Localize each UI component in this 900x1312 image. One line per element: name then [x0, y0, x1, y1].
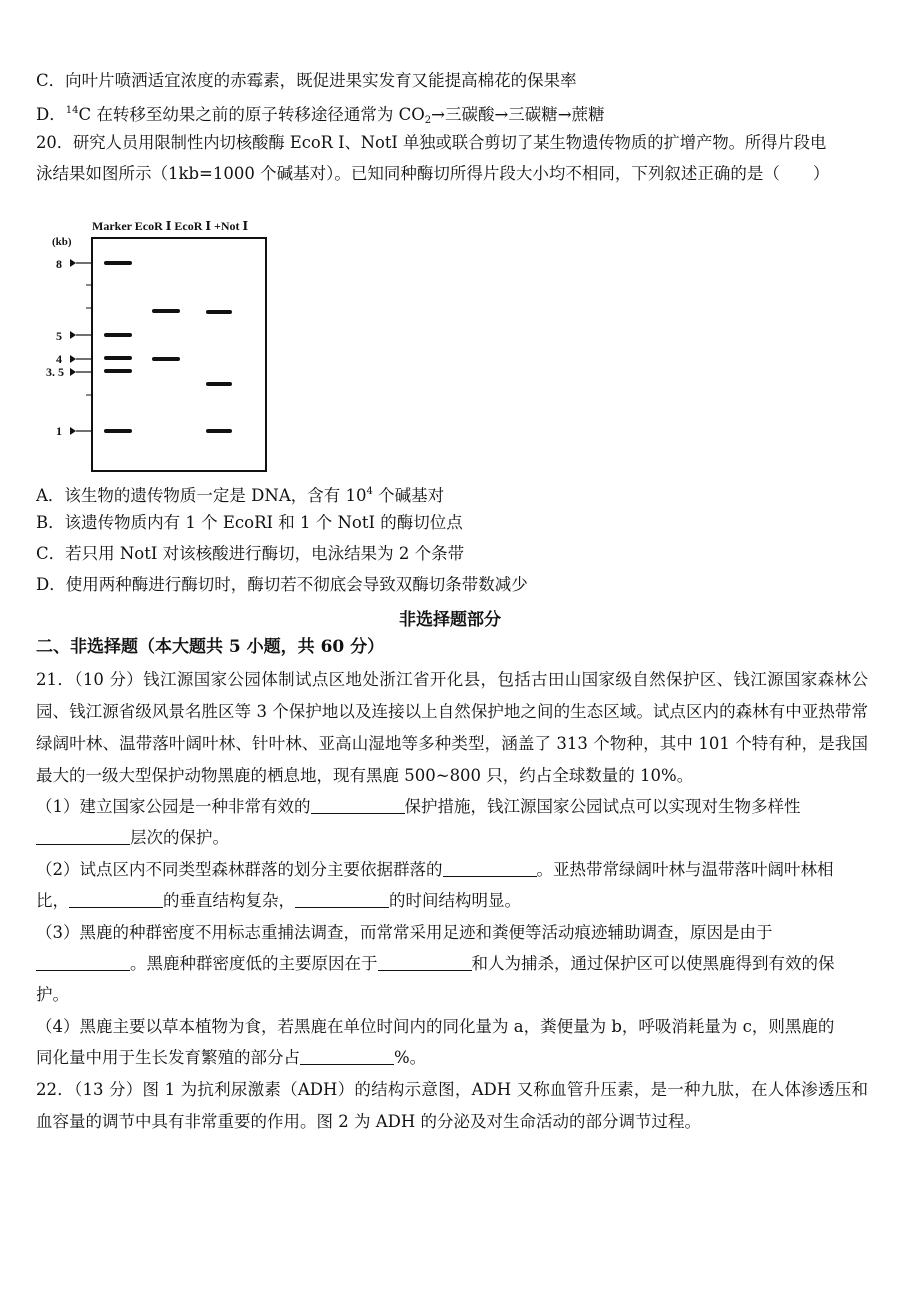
q19-option-c: C．向叶片喷洒适宜浓度的赤霉素，既促进果实发育又能提高棉花的保果率: [36, 71, 577, 90]
answer-blank[interactable]: [295, 891, 389, 908]
gel-diagram: [40, 205, 280, 475]
marker-label-3-5: [46, 365, 92, 379]
answer-blank[interactable]: [36, 954, 130, 971]
svg-text:1: 1: [56, 424, 62, 438]
marker-label-1: [56, 424, 92, 438]
answer-blank[interactable]: [443, 860, 537, 877]
q21-part2-line2: 比， 的垂直结构复杂， 的时间结构明显。: [36, 891, 521, 910]
q20-option-d: D．使用两种酶进行酶切时，酶切若不彻底会导致双酶切条带数减少: [36, 575, 528, 594]
q21-part3-line2: 。黑鹿种群密度低的主要原因在于 和人为捕杀，通过保护区可以使黑鹿得到有效的保: [36, 953, 835, 975]
q20-option-b: B．该遗传物质内有 1 个 EcoRI 和 1 个 NotI 的酶切位点: [36, 513, 463, 532]
gel-lane-header: Marker EcoR Ⅰ EcoR Ⅰ +Not Ⅰ: [92, 219, 249, 233]
answer-blank[interactable]: [311, 797, 405, 814]
q20-option-c: C．若只用 NotI 对该核酸进行酶切，电泳结果为 2 个条带: [36, 544, 465, 563]
gel-frame: [92, 238, 266, 471]
q21-part1-line2: 层次的保护。: [36, 827, 229, 849]
svg-text:8: 8: [56, 257, 62, 271]
q21-part3-line3: 护。: [36, 985, 69, 1004]
q20-stem-line2: 泳结果如图所示（1kb=1000 个碱基对）。已知同种酶切所得片段大小均不相同，下列叙述正确的是（ ）: [36, 164, 830, 183]
marker-label-4: [56, 352, 92, 366]
section-title: 非选择题部分: [399, 610, 501, 630]
q19-option-d: D．$^{14}$C 在转移至幼果之前的原子转移途径通常为 $CO_2\to$三碳酸→三碳糖→蔗糖: [36, 105, 605, 126]
gel-unit-label: (kb): [52, 236, 72, 248]
marker-label-5: [56, 329, 92, 343]
section-heading: 二、非选择题（本大题共 5 小题，共 60 分）: [36, 637, 385, 657]
answer-blank[interactable]: [300, 1048, 394, 1065]
electrophoresis-figure: [40, 205, 280, 479]
q20-option-a: A．该生物的遗传物质一定是 DNA，含有 $10^4$ 个碱基对: [36, 486, 445, 505]
q22-intro: 22．（13 分）图 1 为抗利尿激素（ADH）的结构示意图，ADH 又称血管升压素，是一种九肽，在人体渗透压和血容量的调节中具有非常重要的作用。图 2 为 ADH 的分泌及对生命活动的部分调节过程。: [36, 1080, 868, 1131]
svg-text:4: 4: [56, 352, 62, 366]
answer-blank[interactable]: [69, 891, 163, 908]
marker-label-8: [56, 257, 92, 271]
q21-part4-line1: （4）黑鹿主要以草本植物为食，若黑鹿在单位时间内的同化量为 a，粪便量为 b，呼吸消耗量为 c，则黑鹿的: [36, 1017, 835, 1036]
svg-text:3. 5: 3. 5: [46, 365, 64, 379]
svg-text:5: 5: [56, 329, 62, 343]
q20-stem-line1: 20．研究人员用限制性内切核酸酶 EcoR Ⅰ、NotI 单独或联合剪切了某生物遗传物质的扩增产物。所得片段电: [36, 133, 827, 152]
q21-part3-line1: （3）黑鹿的种群密度不用标志重捕法调查，而常常采用足迹和粪便等活动痕迹辅助调查，原因是由于: [36, 923, 773, 942]
q21-intro: 21．（10 分）钱江源国家公园体制试点区地处浙江省开化县，包括古田山国家级自然保护区、钱江源国家森林公园、钱江源省级风景名胜区等 3 个保护地以及连接以上自然保护地之间的生态区域。试点区内的森林有中亚热带常绿阔叶林、温带落叶阔叶林、针叶林、亚高山湿地等多种类型，涵盖了 313 个物种，其中 101 个特有种，是我国最大的一级大型保护动物黑鹿的栖息地，现有黑鹿 500~800 只，约占全球数量的 10%。: [36, 670, 868, 785]
answer-blank[interactable]: [378, 954, 472, 971]
answer-blank[interactable]: [36, 828, 130, 845]
q21-part1-line1: （1）建立国家公园是一种非常有效的 保护措施，钱江源国家公园试点可以实现对生物多样性: [36, 797, 801, 816]
q21-part4-line2: 同化量中用于生长发育繁殖的部分占 %。: [36, 1048, 427, 1067]
q21-part2-line1: （2）试点区内不同类型森林群落的划分主要依据群落的 。亚热带常绿阔叶林与温带落叶阔叶林相: [36, 860, 834, 879]
